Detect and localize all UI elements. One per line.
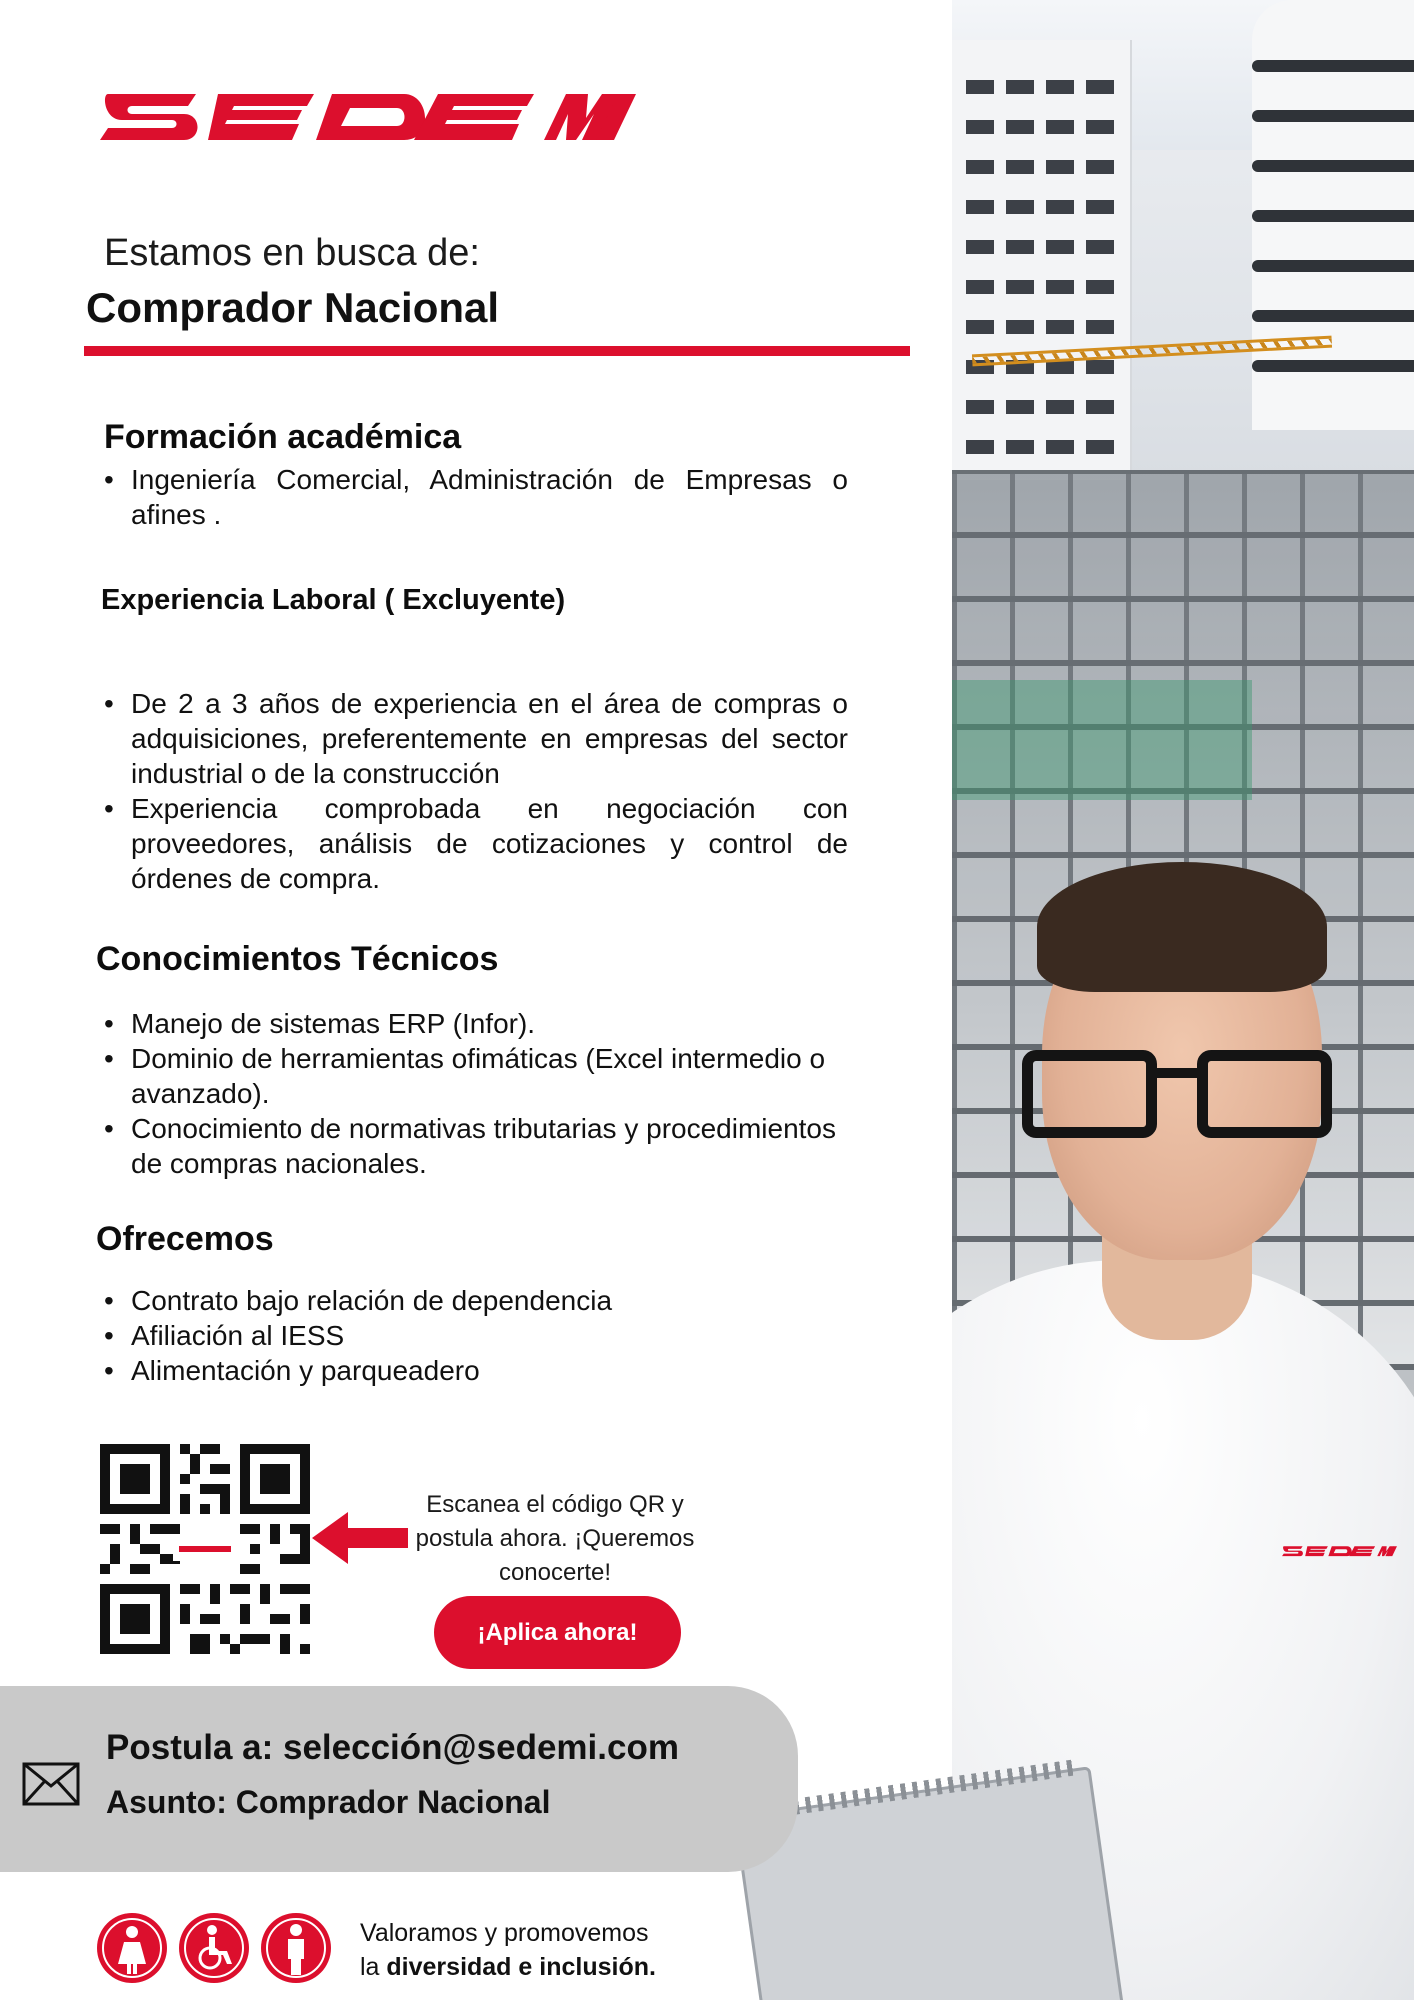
list-item: • Alimentación y parqueadero — [100, 1353, 848, 1388]
list-ofrecemos — [100, 1283, 848, 1388]
apply-now-button[interactable]: ¡Aplica ahora! — [434, 1596, 681, 1669]
list-item: • Ingeniería Comercial, Administración de Empresas o afines . — [100, 462, 848, 532]
contact-band — [0, 1686, 798, 1872]
wheelchair-icon — [178, 1912, 250, 1984]
qr-code[interactable] — [100, 1444, 310, 1654]
job-title: Comprador Nacional — [86, 284, 500, 331]
shirt-logo — [1282, 1545, 1397, 1557]
list-formacion — [100, 462, 848, 532]
list-item: • Contrato bajo relación de dependencia — [100, 1283, 848, 1318]
sedemi-logo — [100, 88, 636, 146]
hero-photo — [952, 0, 1414, 2000]
man-icon — [260, 1912, 332, 1984]
qr-instructions: Escanea el código QR y postula ahora. ¡Queremos conocerte! — [415, 1491, 695, 1586]
section-title-formacion: Formación académica — [104, 418, 462, 456]
diversity-statement — [360, 1916, 656, 1984]
section-title-ofrecemos: Ofrecemos — [96, 1220, 274, 1258]
diversity-prefix: la — [360, 1953, 387, 1981]
list-item: • Experiencia comprobada en negociación con proveedores, análisis de cotizaciones y control de órdenes de compra. — [100, 791, 848, 896]
arrow-left-icon — [310, 1508, 410, 1568]
list-item: • Dominio de herramientas ofimáticas (Excel intermedio o avanzado). — [100, 1041, 848, 1111]
apply-email[interactable]: Postula a: selección@sedemi.com — [106, 1728, 679, 1767]
photo-building-right — [1252, 0, 1414, 430]
photo-person-glasses — [1022, 1050, 1342, 1140]
photo-safety-net — [952, 680, 1252, 800]
list-item: • Conocimiento de normativas tributarias y procedimientos de compras nacionales. — [100, 1111, 848, 1181]
diversity-line-1: Valoramos y promovemos — [360, 1919, 649, 1947]
woman-icon — [96, 1912, 168, 1984]
diversity-line-2 — [360, 1950, 656, 1984]
list-item: • Manejo de sistemas ERP (Infor). — [100, 1006, 848, 1041]
diversity-emphasis: diversidad e inclusión. — [386, 1953, 656, 1981]
email-subject: Asunto: Comprador Nacional — [106, 1784, 551, 1820]
photo-person-hair — [1037, 862, 1327, 992]
section-title-conocimientos: Conocimientos Técnicos — [96, 940, 499, 978]
list-item: • Afiliación al IESS — [100, 1318, 848, 1353]
list-item: • De 2 a 3 años de experiencia en el área de compras o adquisiciones, preferentemente en empresas del sector industrial o de la construcción — [100, 686, 848, 791]
list-conocimientos — [100, 1006, 848, 1181]
mail-icon — [22, 1762, 80, 1806]
section-title-experiencia: Experiencia Laboral ( Excluyente) — [101, 584, 566, 616]
photo-building-left — [952, 40, 1132, 480]
title-divider — [84, 346, 910, 356]
intro-text: Estamos en busca de: — [104, 232, 480, 274]
list-experiencia — [100, 686, 848, 896]
